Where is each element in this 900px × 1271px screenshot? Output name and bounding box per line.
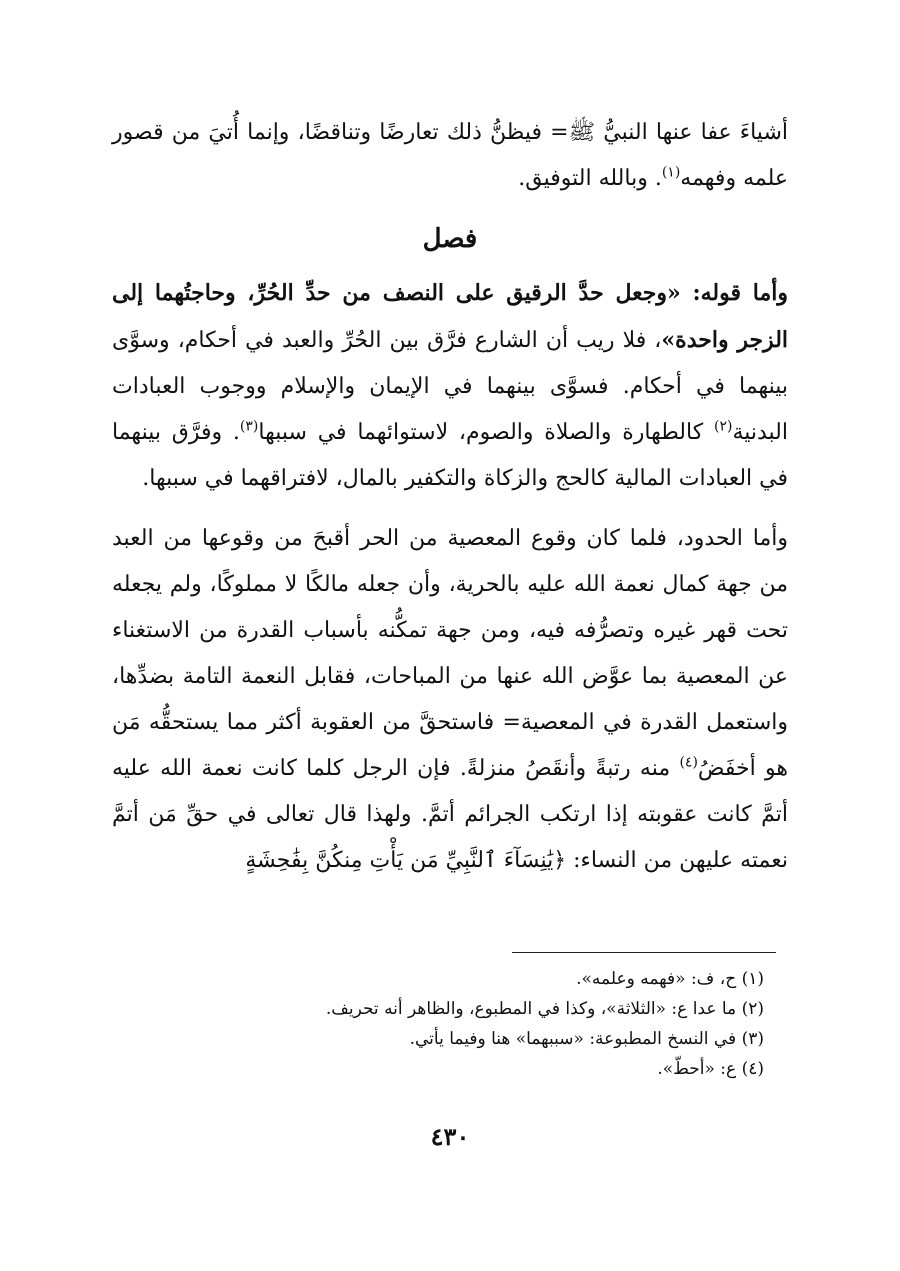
hudud-paragraph <box>112 516 788 884</box>
top-paragraph-tail: . وبالله التوفيق. <box>518 166 662 191</box>
footnote-3 <box>112 1024 776 1054</box>
footnote-4 <box>112 1054 776 1084</box>
footnote-ref-1: (١) <box>661 164 681 181</box>
quoted-claim: وأما قوله: «وجعل حدَّ الرقيق على النصف من حدِّ الحُرِّ، وحاجتُهما إلى الزجر واحدة» <box>112 280 789 353</box>
section-paragraph-part3: . وفرَّق بينهما في العبادات المالية كالحج والزكاة والتكفير بالمال، لافتراقهما في سببها. <box>112 420 788 491</box>
footnote-number: (٤) <box>741 1059 764 1079</box>
footnote-text: ح، ف: «فهمه وعلمه». <box>576 969 737 989</box>
footnote-ref-2: (٢) <box>713 418 733 435</box>
footnote-number: (١) <box>741 969 764 989</box>
footnote-ref-3: (٣) <box>239 418 259 435</box>
footnote-number: (٣) <box>741 1029 764 1049</box>
footnote-divider <box>112 952 776 953</box>
footnotes <box>112 964 776 1084</box>
hudud-paragraph-part2: منه رتبةً وأنقَصُ منزلةً. فإن الرجل كلما كانت نعمة الله عليه أتمَّ كانت عقوبته إذا ارتكب الجرائم أتمَّ. ولهذا قال تعالى في حقِّ مَن أتمَّ نعمته عليهن من النساء: <box>112 756 788 873</box>
footnote-text: ع: «أحطّ». <box>657 1059 737 1079</box>
footnote-ref-4: (٤) <box>679 754 698 771</box>
section-heading: فصل <box>422 224 478 254</box>
footnote-text: في النسخ المطبوعة: «سببهما» هنا وفيما يأتي. <box>409 1029 737 1049</box>
page-number: ٤٣٠ <box>430 1122 470 1151</box>
footnote-number: (٢) <box>741 999 764 1019</box>
quran-verse: ﴿يَٰنِسَآءَ ٱلنَّبِيِّ مَن يَأْتِ مِنكُنَّ بِفَٰحِشَةٍ <box>245 848 567 873</box>
hudud-paragraph-part1: وأما الحدود، فلما كان وقوع المعصية من الحر أقبحَ من وقوعها من العبد من جهة كمال نعمة الله عليه بالحرية، وأن جعله مالكًا لا مملوكًا، ولم يجعله تحت قهر غيره وتصرُّفه فيه، ومن جهة تمكُّنه بأسباب القدرة من الاستغناء عن المعصية بما عوَّض الله عنها من المباحات، فقابل النعمة التامة بضدِّها، واستعمل القدرة في المعصية= فاستحقَّ من العقوبة أكثر مما يستحقُّه مَن هو أخفَضُ <box>112 526 788 781</box>
footnote-2 <box>112 994 776 1024</box>
page-body <box>112 110 788 884</box>
section-paragraph-part2: كالطهارة والصلاة والصوم، لاستوائهما في سببها <box>258 420 714 445</box>
top-paragraph <box>112 110 788 202</box>
footnote-1 <box>112 964 776 994</box>
top-paragraph-text: أشياءَ عفا عنها النبيُّ ﷺ= فيظنُّ ذلك تعارضًا وتناقضًا، وإنما أُتيَ من قصور علمه وفهمه <box>112 120 788 191</box>
footnote-text: ما عدا ع: «الثلاثة»، وكذا في المطبوع، والظاهر أنه تحريف. <box>325 999 737 1019</box>
section-paragraph-part1: ، فلا ريب أن الشارع فرَّق بين الحُرِّ والعبد في أحكام، وسوَّى بينهما في أحكام. فسوَّى بينهما في الإيمان والإسلام ووجوب العبادات البدنية <box>112 328 788 445</box>
section-paragraph <box>112 270 788 502</box>
